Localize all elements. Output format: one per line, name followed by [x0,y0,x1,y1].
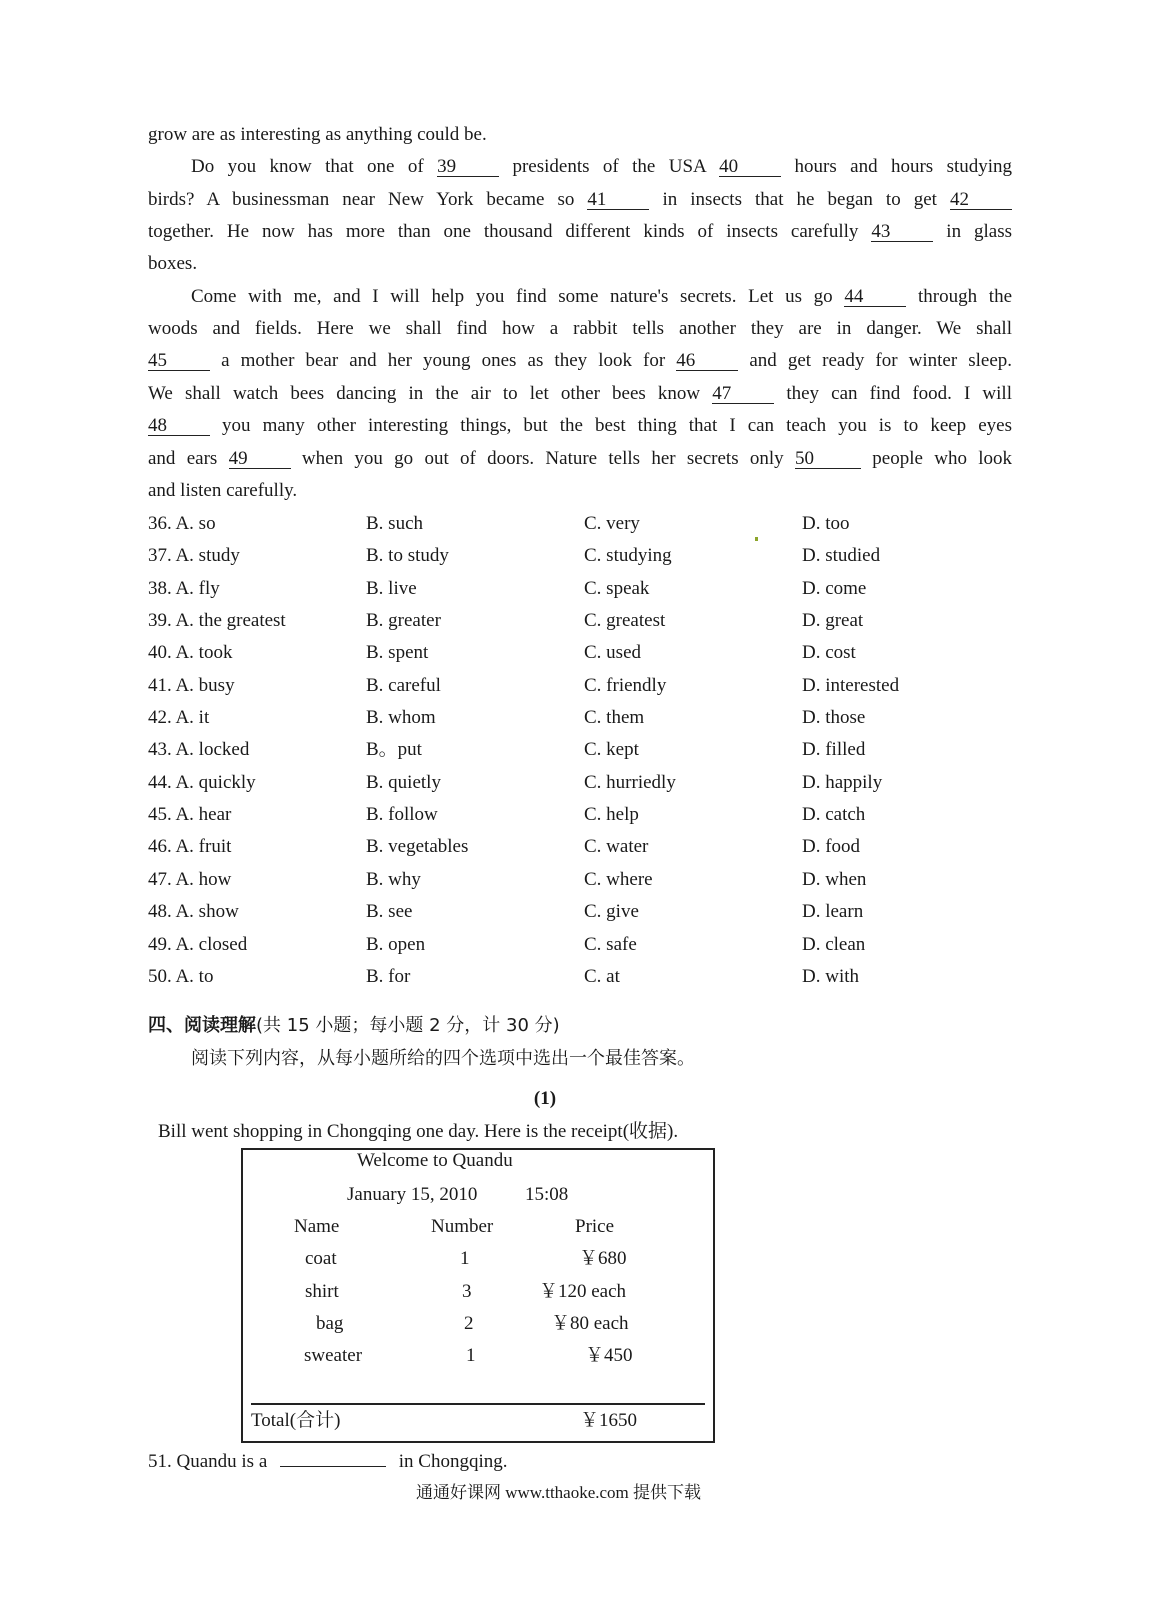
question-row [148,863,1048,896]
option-d: D. learn [802,901,864,922]
passage-line [148,474,1012,507]
section-instruction: 阅读下列内容，从每小题所给的四个选项中选出一个最佳答案。 [191,1048,695,1069]
passage-text: and get ready for winter sleep. [749,350,1013,371]
option-b: B. see [366,901,413,922]
option-b: B. open [366,934,426,955]
receipt-header-number: Number [431,1216,494,1237]
passage-text: together. He now has more than one thousand different kinds of insects carefully [148,221,859,242]
blank-44: 44 [844,288,906,307]
blank-45: 45 [148,352,210,371]
option-c: C. hurriedly [584,772,676,793]
receipt-item-name: sweater [304,1345,363,1366]
receipt-item-price: ￥680 [579,1248,627,1269]
passage-line [148,409,1012,442]
passage-text: they can find food. I will [786,383,1012,404]
option-d: D. come [802,578,867,599]
option-a: 41. A. busy [148,675,235,696]
passage-text: in glass [946,221,1013,242]
blank-43: 43 [871,223,933,242]
passage-text: woods and fields. Here we shall find how a rabbit tells another they are in danger. We shall [148,318,1012,339]
receipt-item-name: coat [305,1248,337,1269]
passage-text: Come with me, and I will help you find some nature's secrets. Let us go [191,286,833,307]
option-b: B. for [366,966,411,987]
blank-50: 50 [795,450,861,469]
receipt-item-name: bag [316,1313,344,1334]
question-row [148,636,1048,669]
option-c: C. very [584,513,640,534]
option-d: D. interested [802,675,900,696]
receipt-date: January 15, 2010 [347,1184,478,1205]
passage-text: when you go out of doors. Nature tells her secrets only [301,448,784,469]
option-a: 49. A. closed [148,934,248,955]
passage-text: Do you know that one of [191,156,424,177]
receipt-item-name: shirt [305,1281,339,1302]
answer-blank-51[interactable] [280,1466,386,1467]
passage-line [148,442,1012,475]
option-a: 42. A. it [148,707,210,728]
option-b: B. follow [366,804,438,825]
receipt-welcome: Welcome to Quandu [357,1150,513,1171]
option-a: 37. A. study [148,545,240,566]
option-c: C. at [584,966,620,987]
question-row [148,895,1048,928]
option-a: 44. A. quickly [148,772,256,793]
option-c: C. used [584,642,641,663]
passage-text: birds? A businessman near New York became so [148,189,575,210]
receipt-divider [251,1403,705,1405]
passage-line [148,377,1012,410]
option-b: B. why [366,869,421,890]
option-d: D. filled [802,739,866,760]
option-c: C. friendly [584,675,667,696]
passage-line [148,247,1012,280]
option-c: C. studying [584,545,672,566]
question-row [148,960,1048,993]
question-row [148,733,1048,766]
passage-line [148,215,1012,248]
passage-text: hours and hours studying [794,156,1013,177]
question-row [148,669,1048,702]
receipt-item-price: ￥450 [585,1345,633,1366]
question-row [148,798,1048,831]
question-row [148,928,1048,961]
receipt-total-label: Total(合计) [251,1410,341,1431]
blank-47: 47 [712,385,774,404]
option-a: 36. A. so [148,513,216,534]
passage-text: through the [918,286,1013,307]
passage-line [148,312,1012,345]
passage-line [148,183,1012,216]
option-a: 43. A. locked [148,739,250,760]
passage-line [148,150,1012,183]
option-d: D. cost [802,642,856,663]
question-51 [148,1447,508,1477]
option-c: C. give [584,901,639,922]
scan-speck [755,537,758,541]
option-b: B. vegetables [366,836,469,857]
receipt-total-value: ￥1650 [580,1410,638,1431]
option-b: B. live [366,578,417,599]
option-a: 46. A. fruit [148,836,232,857]
option-c: C. them [584,707,645,728]
receipt-item-number: 3 [462,1281,472,1302]
receipt-item-number: 2 [464,1313,474,1334]
option-b: B. greater [366,610,441,631]
reading-intro: Bill went shopping in Chongqing one day. Here is the receipt(收据). [158,1121,679,1142]
passage-text: a mother bear and her young ones as they look for [221,350,666,371]
passage-text: people who look [872,448,1013,469]
option-b: B. such [366,513,423,534]
receipt-item-price: ￥80 each [551,1313,629,1334]
passage-text: boxes. [148,253,198,274]
option-d: D. great [802,610,864,631]
receipt-item-number: 1 [466,1345,476,1366]
option-d: D. when [802,869,867,890]
section-heading-rest: (共 15 小题；每小题 2 分，计 30 分) [256,1015,560,1036]
passage-text: and listen carefully. [148,480,298,501]
blank-46: 46 [676,352,738,371]
option-a: 45. A. hear [148,804,232,825]
option-d: D. those [802,707,866,728]
question-51-suffix: in Chongqing. [398,1451,508,1472]
receipt-box [241,1148,715,1443]
question-51-prefix: 51. Quandu is a [148,1451,268,1472]
receipt-time: 15:08 [525,1184,569,1205]
passage-text: and ears [148,448,218,469]
passage-line [148,280,1012,313]
receipt-header-price: Price [575,1216,615,1237]
question-row [148,507,1048,540]
question-row [148,539,1048,572]
option-a: 47. A. how [148,869,232,890]
section-heading [148,1009,560,1042]
question-row [148,604,1048,637]
passage-text: We shall watch bees dancing in the air to let other bees know [148,383,701,404]
passage-text: in insects that he began to get [662,189,937,210]
option-d: D. studied [802,545,881,566]
option-b: B。put [366,739,422,760]
option-a: 40. A. took [148,642,233,663]
option-c: C. where [584,869,653,890]
option-c: C. speak [584,578,650,599]
passage-line [148,118,1012,151]
option-d: D. food [802,836,861,857]
option-a: 50. A. to [148,966,214,987]
passage-text: grow are as interesting as anything could be. [148,124,487,145]
question-row [148,766,1048,799]
option-c: C. greatest [584,610,666,631]
blank-49: 49 [229,450,291,469]
option-c: C. water [584,836,649,857]
option-a: 39. A. the greatest [148,610,286,631]
option-a: 38. A. fly [148,578,220,599]
option-b: B. careful [366,675,441,696]
footer-source: 通通好课网 www.tthaoke.com 提供下载 [416,1483,702,1502]
blank-41: 41 [587,191,649,210]
question-row [148,830,1048,863]
option-b: B. whom [366,707,436,728]
option-b: B. quietly [366,772,441,793]
receipt-item-price: ￥120 each [539,1281,627,1302]
question-row [148,572,1048,605]
option-d: D. with [802,966,859,987]
question-row [148,701,1048,734]
option-d: D. clean [802,934,866,955]
passage-line [148,344,1012,377]
option-b: B. to study [366,545,449,566]
passage-text: presidents of the USA [512,156,706,177]
option-c: C. kept [584,739,639,760]
part-title: (1) [533,1088,557,1109]
option-b: B. spent [366,642,429,663]
option-c: C. safe [584,934,637,955]
option-d: D. catch [802,804,866,825]
blank-40: 40 [719,158,781,177]
option-d: D. too [802,513,850,534]
passage-text: you many other interesting things, but the best thing that I can teach you is to keep eyes [222,415,1012,436]
blank-48: 48 [148,417,210,436]
blank-39: 39 [437,158,499,177]
receipt-header-name: Name [294,1216,340,1237]
option-c: C. help [584,804,639,825]
section-heading-bold: 四、阅读理解 [148,1015,256,1036]
blank-42: 42 [950,191,1012,210]
option-d: D. happily [802,772,883,793]
option-a: 48. A. show [148,901,239,922]
receipt-item-number: 1 [460,1248,470,1269]
